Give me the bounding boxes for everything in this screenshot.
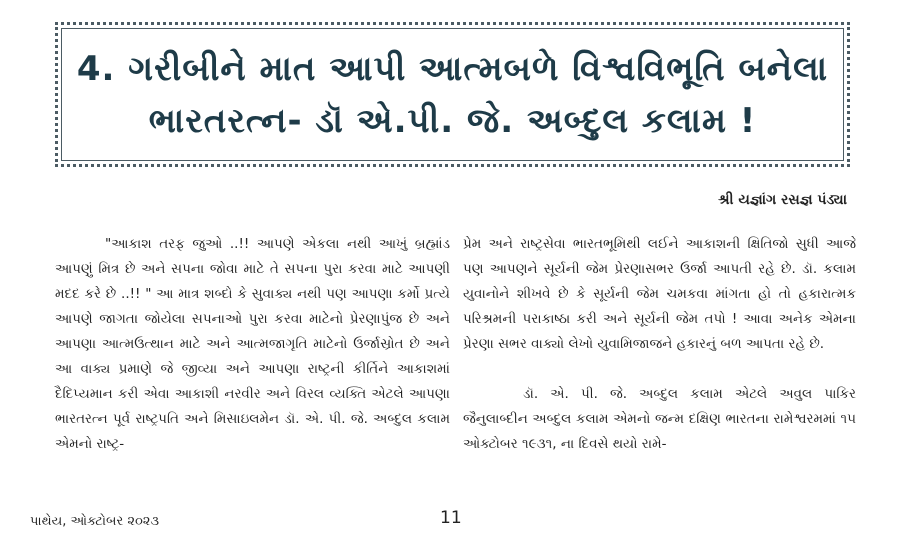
page-number: 11 bbox=[440, 508, 462, 528]
footer-publication: પાથેય, ઓક્ટોબર ૨૦૨૩ bbox=[30, 514, 160, 529]
left-column bbox=[55, 232, 450, 457]
right-column bbox=[463, 232, 856, 457]
body-paragraph-2: પ્રેમ અને રાષ્ટ્રસેવા ભારતભૂમિથી લઈને આકાશની ક્ષિતિજો સુધી આજે પણ આપણને સૂર્યની જેમ પ્રેરણાસભર ઉર્જા આપતી રહે છે. ડૉ. કલામ યુવાનોને શીખવે છે કે સૂર્યની જેમ ચમકવા માંગતા હો તો હકારાત્મક પરિશ્રમની પરાકાષ્ઠા કરી અને સૂર્યની જેમ તપો ! આવા અનેક એમના પ્રેરણા સભર વાક્યો લેખો યુવામિજાજને હકારનું બળ આપતા રહે છે. bbox=[463, 236, 856, 352]
article-title-line-1: 4. ગરીબીને માત આપી આત્મબળે વિશ્વવિભૂતિ બનેલા bbox=[76, 48, 829, 89]
title-box bbox=[55, 22, 850, 167]
body-paragraph-1: "આકાશ તરફ જુઓ ..!! આપણે એકલા નથી આખું બ્રહ્માંડ આપણું મિત્ર છે અને સપના જોવા માટે તે સપના પુરા કરવા માટે આપણી મદદ કરે છે ..!! " આ માત્ર શબ્દો કે સુવાક્ય નથી પણ આપણા કર્મો પ્રત્યે આપણે જાગતા જોયેલા સપનાઓ પુરા કરવા માટેનો પ્રેરણાપુંજ છે અને આપણા આત્મઉત્થાન માટે અને આત્મજાગૃતિ માટેનો ઉર્જાસ્રોત છે અને આ વાક્ય પ્રમાણે જે જીવ્યા અને આપણા રાષ્ટ્રની કીર્તિને આકાશમાં દૈદિપ્યમાન કરી એવા આકાશી નરવીર અને વિરલ વ્યક્તિ એટલે આપણા ભારતરત્ન પૂર્વ રાષ્ટ્રપતિ અને મિસાઇલમેન ડૉ. એ. પી. જે. અબ્દુલ કલામ એમનો રાષ્ટ્ર- bbox=[55, 236, 450, 452]
body-paragraph-3: ડૉ. એ. પી. જે. અબ્દુલ કલામ એટલે અવુલ પાકિર જૈનુલાબ્દીન અબ્દુલ કલામ એમનો જન્મ દક્ષિણ ભારતના રામેશ્વરમમાં ૧૫ ઓક્ટોબર ૧૯૩૧, ના દિવસે થયો રામે- bbox=[463, 386, 856, 452]
author-name: શ્રી યજ્ઞાંગ રસજ્ઞ પંડ્યા bbox=[718, 192, 847, 208]
article-title-line-2: ભારતરત્ન- ડૉ એ.પી. જે. અબ્દુલ કલામ ! bbox=[148, 100, 757, 141]
